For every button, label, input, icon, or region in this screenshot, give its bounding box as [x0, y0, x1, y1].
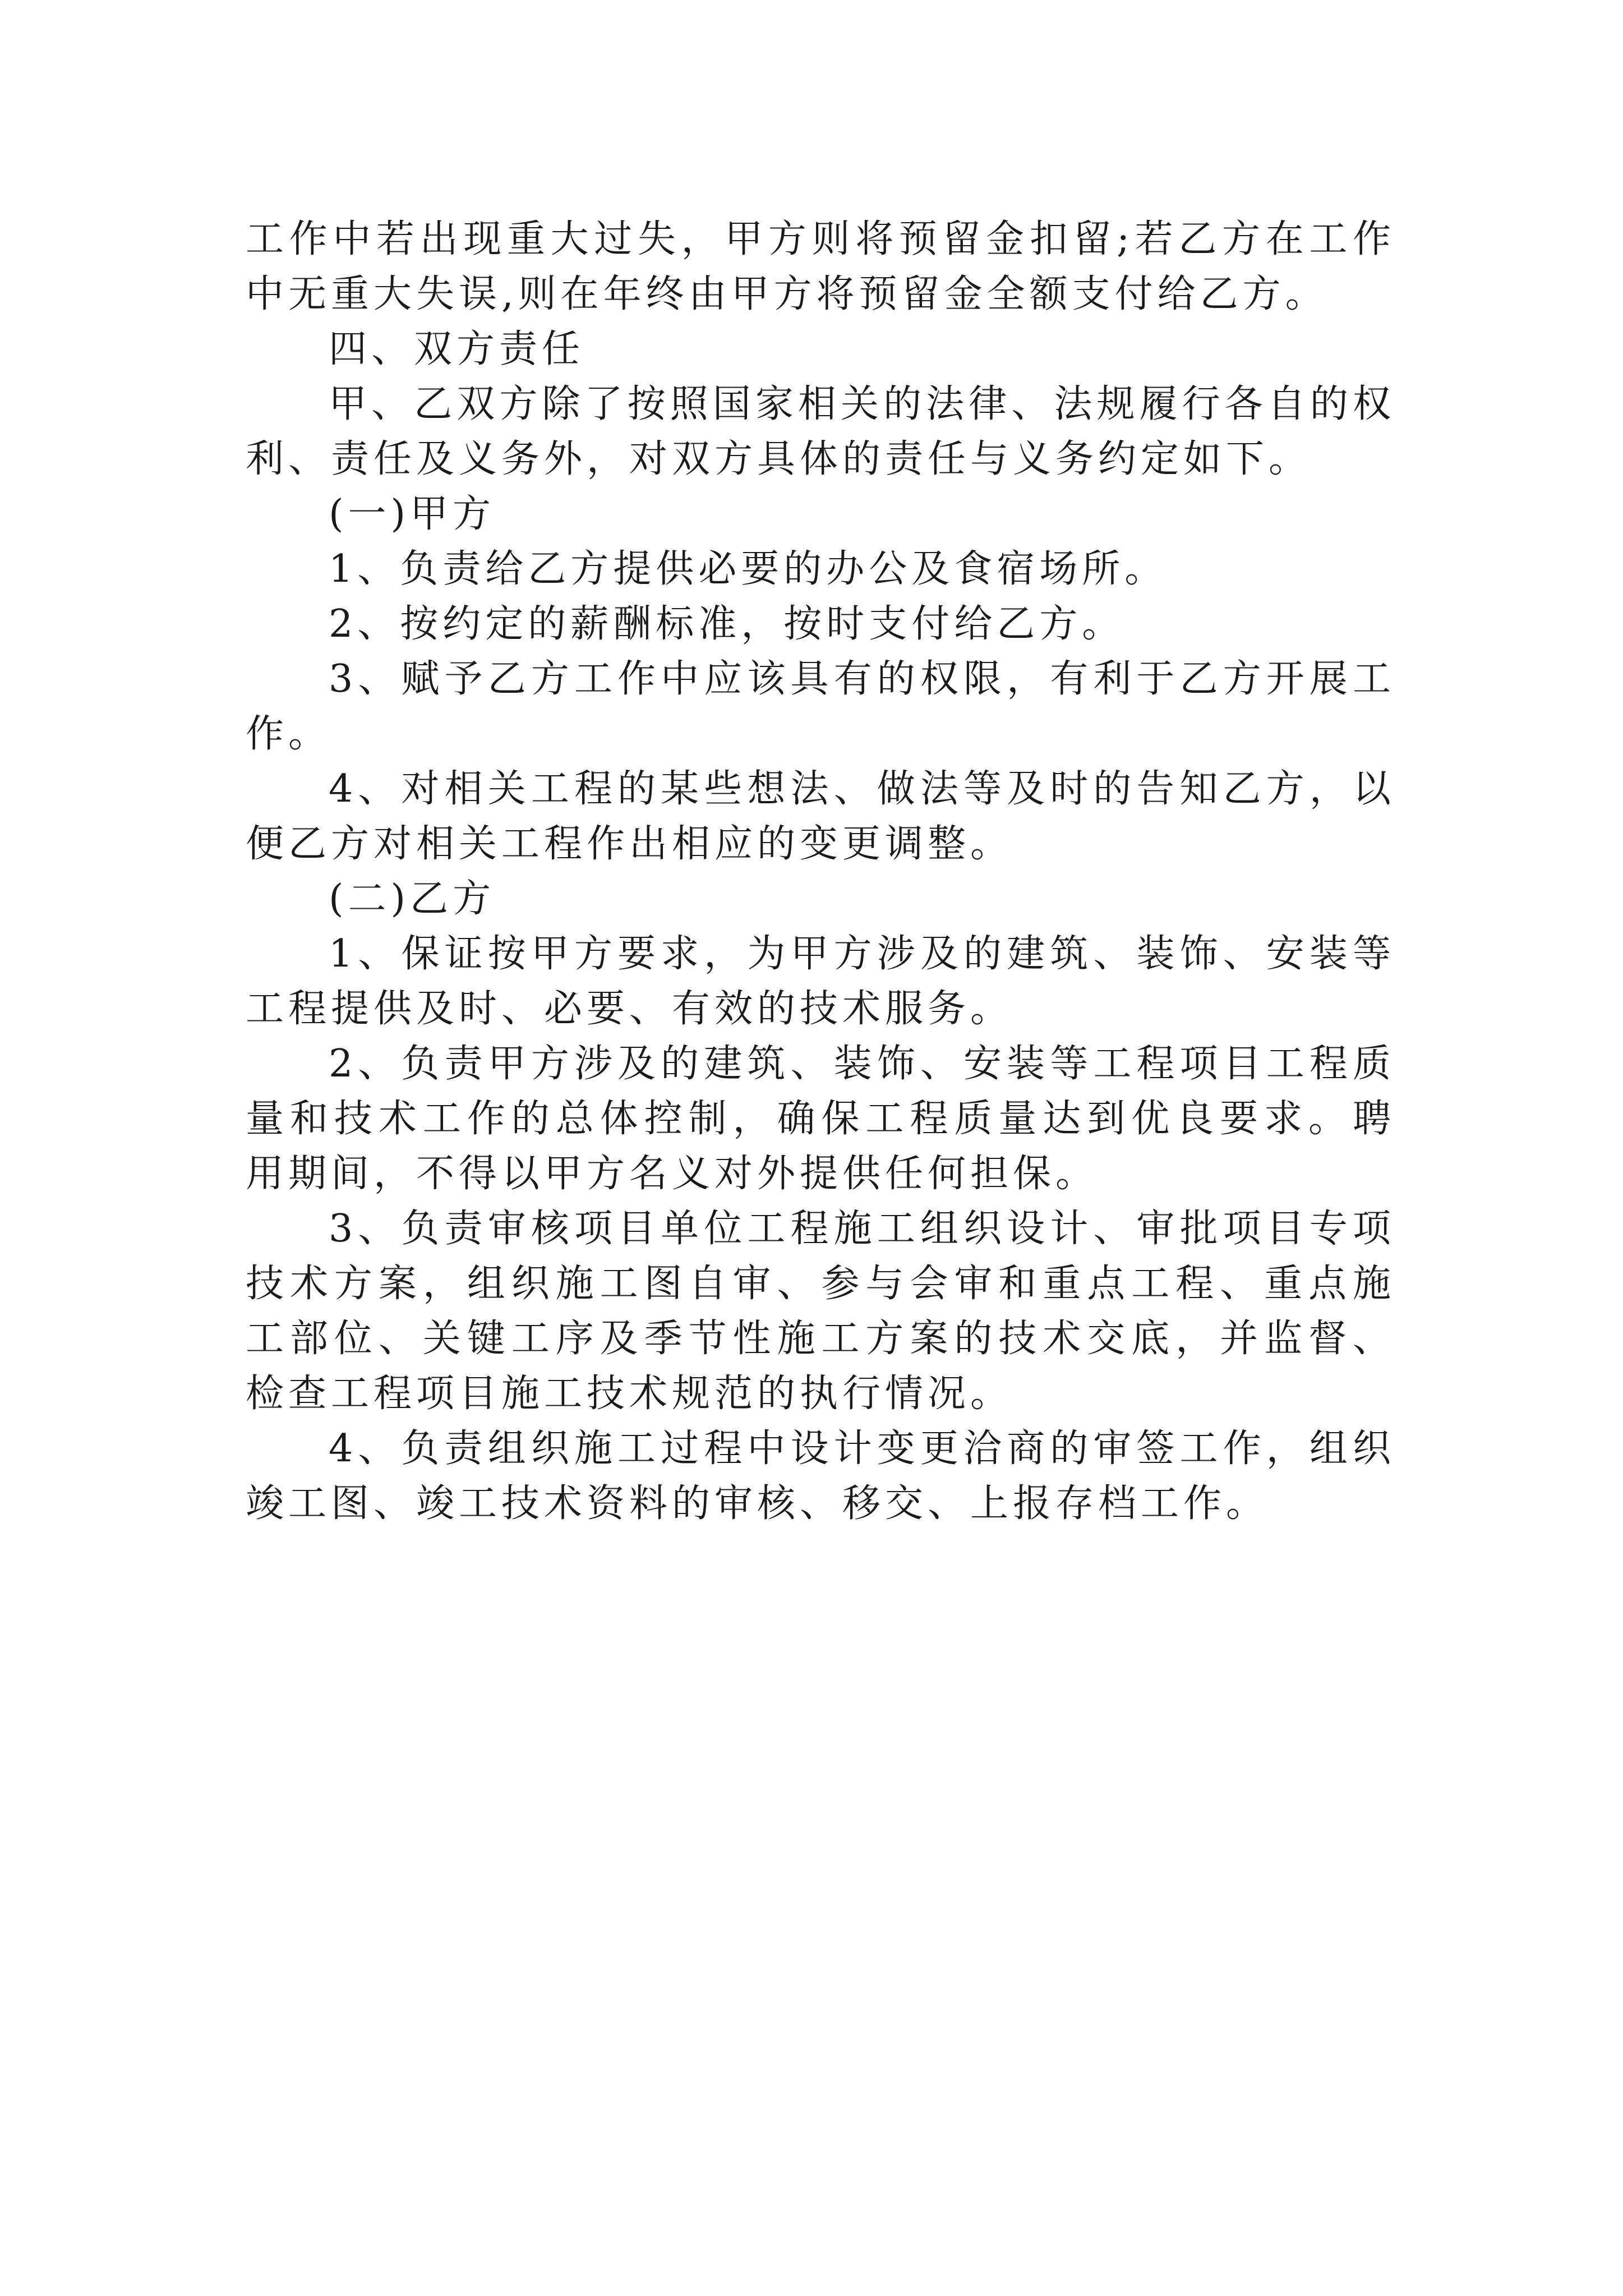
party-b-item-3: 3、负责审核项目单位工程施工组织设计、审批项目专项技术方案，组织施工图自审、参与会审和重点工程、重点施工部位、关键工序及季节性施工方案的技术交底，并监督、检查工程项目施工技术规范的执行情况。 — [246, 1207, 1395, 1416]
subsection-heading-party-a: (一)甲方 — [329, 492, 496, 536]
party-a-item-3: 3、赋予乙方工作中应该具有的权限，有利于乙方开展工作。 — [246, 657, 1395, 756]
party-a-item-1: 1、负责给乙方提供必要的办公及食宿场所。 — [329, 547, 1168, 591]
subsection-heading-party-b: (二)乙方 — [329, 877, 496, 921]
party-b-item-4: 4、负责组织施工过程中设计变更洽商的审签工作，组织竣工图、竣工技术资料的审核、移交、上报存档工作。 — [246, 1427, 1395, 1526]
party-a-item-2: 2、按约定的薪酬标准，按时支付给乙方。 — [329, 602, 1125, 646]
party-b-item-2: 2、负责甲方涉及的建筑、装饰、安装等工程项目工程质量和技术工作的总体控制，确保工程质量达到优良要求。聘用期间，不得以甲方名义对外提供任何担保。 — [246, 1042, 1395, 1196]
party-b-item-1: 1、保证按甲方要求，为甲方涉及的建筑、装饰、安装等工程提供及时、必要、有效的技术服务。 — [246, 932, 1395, 1031]
paragraph-responsibilities-intro: 甲、乙双方除了按照国家相关的法律、法规履行各自的权利、责任及义务外，对双方具体的责任与义务约定如下。 — [246, 382, 1395, 481]
party-a-item-4: 4、对相关工程的某些想法、做法等及时的告知乙方，以便乙方对相关工程作出相应的变更调整。 — [246, 767, 1395, 866]
document-body — [246, 212, 1395, 1531]
paragraph-continuation: 工作中若出现重大过失，甲方则将预留金扣留;若乙方在工作中无重大失误,则在年终由甲方将预留金全额支付给乙方。 — [246, 217, 1395, 316]
section-heading-mutual-responsibilities: 四、双方责任 — [329, 327, 585, 371]
